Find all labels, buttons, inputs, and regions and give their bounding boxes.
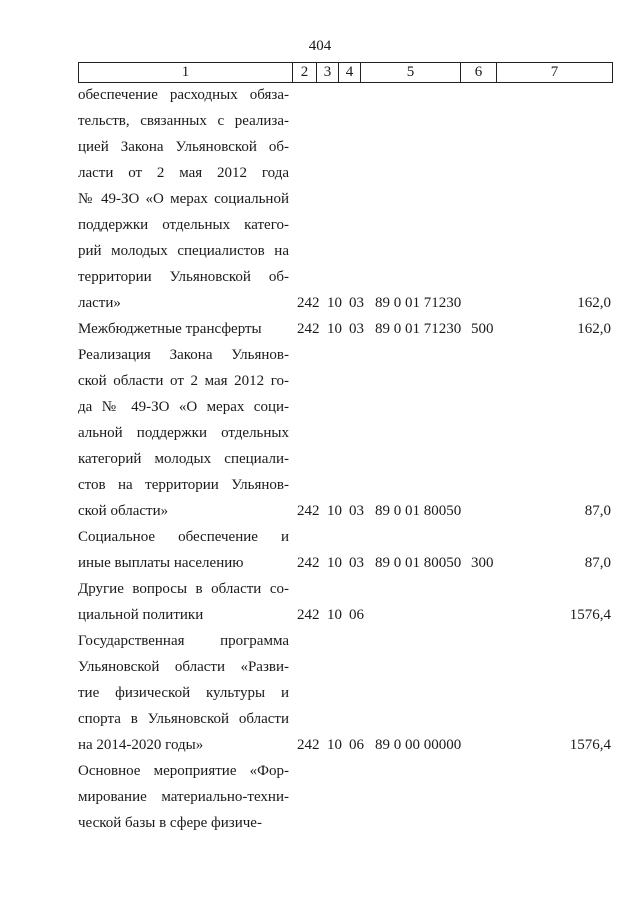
row-description bbox=[78, 628, 289, 758]
cell-amount: 162,0 bbox=[577, 295, 611, 311]
column-header-row bbox=[79, 63, 613, 83]
cell-grbs bbox=[289, 810, 327, 836]
description-line: спорта в Ульяновской области bbox=[78, 711, 289, 727]
description-line: циальной политики bbox=[78, 607, 204, 623]
table-row bbox=[78, 82, 612, 316]
table-row bbox=[78, 576, 612, 628]
cell-expense-type bbox=[471, 498, 511, 524]
description-line: стов на территории Ульянов- bbox=[78, 477, 289, 493]
row-codes bbox=[289, 810, 611, 836]
cell-target-article bbox=[373, 810, 471, 836]
description-line: ской области» bbox=[78, 503, 169, 519]
cell-subsection: 03 bbox=[349, 503, 364, 519]
cell-amount: 1576,4 bbox=[569, 607, 611, 623]
description-line: на 2014-2020 годы» bbox=[78, 737, 204, 753]
description-line: № 49-ЗО «О мерах социальной bbox=[78, 191, 289, 207]
cell-target-article bbox=[373, 602, 471, 628]
cell-section bbox=[327, 810, 349, 836]
description-line: ласти от 2 мая 2012 года bbox=[78, 165, 289, 181]
cell-grbs: 242 bbox=[297, 555, 320, 571]
row-description bbox=[78, 316, 289, 342]
column-header-5: 5 bbox=[361, 63, 461, 83]
description-line: иные выплаты населению bbox=[78, 555, 244, 571]
page-number: 404 bbox=[308, 38, 332, 54]
row-description bbox=[78, 758, 289, 836]
cell-subsection: 06 bbox=[349, 607, 364, 623]
description-line: ласти» bbox=[78, 295, 121, 311]
table-row bbox=[78, 316, 612, 342]
description-line: тие физической культуры и bbox=[78, 685, 289, 701]
description-line: тельств, связанных с реализа- bbox=[78, 113, 289, 129]
cell-amount: 162,0 bbox=[577, 321, 611, 337]
row-codes bbox=[289, 316, 611, 342]
column-header-table bbox=[78, 62, 613, 83]
row-codes bbox=[289, 602, 611, 628]
cell-subsection: 06 bbox=[349, 737, 364, 753]
cell-section: 10 bbox=[327, 555, 342, 571]
row-description bbox=[78, 524, 289, 576]
description-line: поддержки отдельных катего- bbox=[78, 217, 289, 233]
row-codes bbox=[289, 550, 611, 576]
cell-expense-type bbox=[471, 810, 511, 836]
description-line: рий молодых специалистов на bbox=[78, 243, 289, 259]
column-header-1: 1 bbox=[79, 63, 293, 83]
description-line: территории Ульяновской об- bbox=[78, 269, 289, 285]
column-header-4: 4 bbox=[339, 63, 361, 83]
cell-subsection: 03 bbox=[349, 295, 364, 311]
description-line: цией Закона Ульяновской об- bbox=[78, 139, 289, 155]
table-row bbox=[78, 628, 612, 758]
cell-grbs: 242 bbox=[297, 321, 320, 337]
description-line: Другие вопросы в области со- bbox=[78, 581, 289, 597]
column-header-6: 6 bbox=[461, 63, 497, 83]
row-codes bbox=[289, 498, 611, 524]
cell-expense-type bbox=[471, 732, 511, 758]
description-line: да № 49-ЗО «О мерах соци- bbox=[78, 399, 289, 415]
description-line: мирование материально-техни- bbox=[78, 789, 289, 805]
cell-section: 10 bbox=[327, 737, 342, 753]
cell-subsection: 03 bbox=[349, 555, 364, 571]
cell-subsection bbox=[349, 810, 373, 836]
cell-section: 10 bbox=[327, 321, 342, 337]
description-line: ческой базы в сфере физиче- bbox=[78, 815, 262, 831]
cell-target-article: 89 0 00 00000 bbox=[375, 737, 462, 753]
column-header-3: 3 bbox=[317, 63, 339, 83]
cell-amount: 87,0 bbox=[584, 555, 611, 571]
cell-amount bbox=[511, 810, 611, 836]
cell-subsection: 03 bbox=[349, 321, 364, 337]
cell-grbs: 242 bbox=[297, 295, 320, 311]
table-row bbox=[78, 758, 612, 836]
cell-amount: 87,0 bbox=[584, 503, 611, 519]
cell-amount: 1576,4 bbox=[569, 737, 611, 753]
description-line: ской области от 2 мая 2012 го- bbox=[78, 373, 289, 389]
description-line: альной поддержки отдельных bbox=[78, 425, 289, 441]
description-line: Основное мероприятие «Фор- bbox=[78, 763, 289, 779]
description-line: категорий молодых специали- bbox=[78, 451, 289, 467]
cell-target-article: 89 0 01 71230 bbox=[375, 321, 462, 337]
budget-table-body bbox=[78, 82, 612, 836]
description-line: Государственная программа bbox=[78, 633, 289, 649]
cell-target-article: 89 0 01 71230 bbox=[375, 295, 462, 311]
cell-section: 10 bbox=[327, 607, 342, 623]
cell-section: 10 bbox=[327, 295, 342, 311]
cell-expense-type: 500 bbox=[471, 321, 494, 337]
description-line: Ульяновской области «Разви- bbox=[78, 659, 289, 675]
column-header-7: 7 bbox=[497, 63, 613, 83]
cell-grbs: 242 bbox=[297, 737, 320, 753]
table-row bbox=[78, 342, 612, 524]
description-line: Реализация Закона Ульянов- bbox=[78, 347, 289, 363]
cell-section: 10 bbox=[327, 503, 342, 519]
cell-target-article: 89 0 01 80050 bbox=[375, 503, 462, 519]
table-row bbox=[78, 524, 612, 576]
cell-grbs: 242 bbox=[297, 503, 320, 519]
row-description bbox=[78, 82, 289, 316]
description-line: Социальное обеспечение и bbox=[78, 529, 289, 545]
cell-target-article: 89 0 01 80050 bbox=[375, 555, 462, 571]
column-header-2: 2 bbox=[293, 63, 317, 83]
row-description bbox=[78, 342, 289, 524]
description-line: Межбюджетные трансферты bbox=[78, 321, 262, 337]
row-codes bbox=[289, 290, 611, 316]
cell-expense-type bbox=[471, 602, 511, 628]
row-codes bbox=[289, 732, 611, 758]
row-description bbox=[78, 576, 289, 628]
cell-expense-type bbox=[471, 290, 511, 316]
cell-grbs: 242 bbox=[297, 607, 320, 623]
cell-expense-type: 300 bbox=[471, 555, 494, 571]
description-line: обеспечение расходных обяза- bbox=[78, 87, 289, 103]
